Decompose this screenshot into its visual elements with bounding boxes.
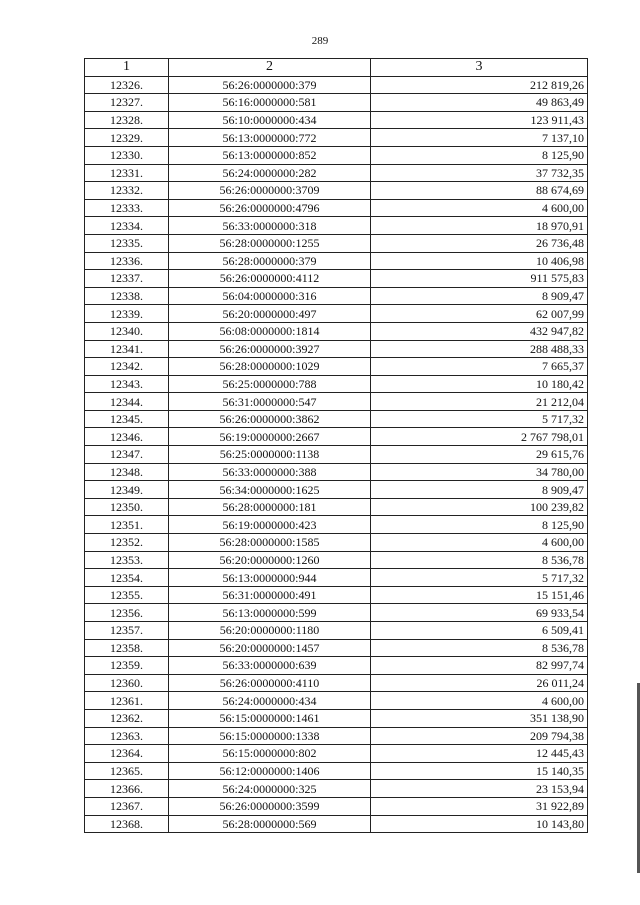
table-row xyxy=(85,252,588,270)
cadastral-number-cell: 56:28:0000000:1585 xyxy=(169,534,371,552)
cadastral-number-cell: 56:28:0000000:569 xyxy=(169,815,371,833)
cadastral-number-cell: 56:28:0000000:379 xyxy=(169,252,371,270)
cadastral-number-cell: 56:15:0000000:1338 xyxy=(169,727,371,745)
value-cell: 8 536,78 xyxy=(371,639,588,657)
value-cell: 6 509,41 xyxy=(371,622,588,640)
row-number-cell: 12330. xyxy=(85,146,169,164)
cadastral-number-cell: 56:26:0000000:3927 xyxy=(169,340,371,358)
table-row xyxy=(85,604,588,622)
table-row xyxy=(85,534,588,552)
value-cell: 23 153,94 xyxy=(371,780,588,798)
row-number-cell: 12365. xyxy=(85,762,169,780)
row-number-cell: 12368. xyxy=(85,815,169,833)
cadastral-number-cell: 56:13:0000000:852 xyxy=(169,146,371,164)
value-cell: 212 819,26 xyxy=(371,76,588,94)
value-cell: 12 445,43 xyxy=(371,745,588,763)
row-number-cell: 12353. xyxy=(85,551,169,569)
cadastral-number-cell: 56:15:0000000:802 xyxy=(169,745,371,763)
value-cell: 21 212,04 xyxy=(371,393,588,411)
table-row xyxy=(85,410,588,428)
cadastral-number-cell: 56:33:0000000:388 xyxy=(169,463,371,481)
table-row xyxy=(85,622,588,640)
table-row xyxy=(85,674,588,692)
value-cell: 82 997,74 xyxy=(371,657,588,675)
table-row xyxy=(85,217,588,235)
value-cell: 2 767 798,01 xyxy=(371,428,588,446)
table-row xyxy=(85,76,588,94)
row-number-cell: 12341. xyxy=(85,340,169,358)
value-cell: 5 717,32 xyxy=(371,410,588,428)
cadastral-number-cell: 56:26:0000000:4110 xyxy=(169,674,371,692)
value-cell: 26 011,24 xyxy=(371,674,588,692)
cadastral-number-cell: 56:19:0000000:2667 xyxy=(169,428,371,446)
table-row xyxy=(85,551,588,569)
cadastral-number-cell: 56:13:0000000:944 xyxy=(169,569,371,587)
row-number-cell: 12338. xyxy=(85,287,169,305)
value-cell: 7 137,10 xyxy=(371,129,588,147)
cadastral-number-cell: 56:31:0000000:547 xyxy=(169,393,371,411)
cadastral-number-cell: 56:33:0000000:318 xyxy=(169,217,371,235)
table-row xyxy=(85,498,588,516)
cadastral-number-cell: 56:26:0000000:3709 xyxy=(169,182,371,200)
cadastral-number-cell: 56:16:0000000:581 xyxy=(169,94,371,112)
row-number-cell: 12329. xyxy=(85,129,169,147)
cadastral-number-cell: 56:24:0000000:325 xyxy=(169,780,371,798)
row-number-cell: 12334. xyxy=(85,217,169,235)
value-cell: 34 780,00 xyxy=(371,463,588,481)
column-header-3: 3 xyxy=(371,59,588,77)
row-number-cell: 12367. xyxy=(85,797,169,815)
row-number-cell: 12366. xyxy=(85,780,169,798)
cadastral-number-cell: 56:25:0000000:788 xyxy=(169,375,371,393)
row-number-cell: 12343. xyxy=(85,375,169,393)
cadastral-number-cell: 56:26:0000000:4796 xyxy=(169,199,371,217)
table-row xyxy=(85,375,588,393)
table-row xyxy=(85,94,588,112)
table-row xyxy=(85,709,588,727)
value-cell: 10 143,80 xyxy=(371,815,588,833)
row-number-cell: 12340. xyxy=(85,322,169,340)
table-row xyxy=(85,393,588,411)
cadastral-number-cell: 56:26:0000000:4112 xyxy=(169,270,371,288)
row-number-cell: 12351. xyxy=(85,516,169,534)
cadastral-number-cell: 56:28:0000000:1255 xyxy=(169,234,371,252)
row-number-cell: 12342. xyxy=(85,358,169,376)
table-row xyxy=(85,692,588,710)
page-number: 289 xyxy=(311,35,329,47)
row-number-cell: 12358. xyxy=(85,639,169,657)
row-number-cell: 12331. xyxy=(85,164,169,182)
value-cell: 8 909,47 xyxy=(371,287,588,305)
table-row xyxy=(85,586,588,604)
row-number-cell: 12347. xyxy=(85,446,169,464)
value-cell: 18 970,91 xyxy=(371,217,588,235)
cadastral-number-cell: 56:26:0000000:379 xyxy=(169,76,371,94)
value-cell: 88 674,69 xyxy=(371,182,588,200)
cadastral-number-cell: 56:10:0000000:434 xyxy=(169,111,371,129)
cadastral-number-cell: 56:28:0000000:1029 xyxy=(169,358,371,376)
row-number-cell: 12349. xyxy=(85,481,169,499)
column-header-1: 1 xyxy=(85,59,169,77)
row-number-cell: 12326. xyxy=(85,76,169,94)
cadastral-number-cell: 56:26:0000000:3862 xyxy=(169,410,371,428)
table-row xyxy=(85,111,588,129)
row-number-cell: 12363. xyxy=(85,727,169,745)
value-cell: 911 575,83 xyxy=(371,270,588,288)
value-cell: 15 151,46 xyxy=(371,586,588,604)
cadastral-number-cell: 56:20:0000000:497 xyxy=(169,305,371,323)
row-number-cell: 12352. xyxy=(85,534,169,552)
table-row xyxy=(85,446,588,464)
value-cell: 10 180,42 xyxy=(371,375,588,393)
row-number-cell: 12355. xyxy=(85,586,169,604)
value-cell: 209 794,38 xyxy=(371,727,588,745)
cadastral-number-cell: 56:34:0000000:1625 xyxy=(169,481,371,499)
cadastral-number-cell: 56:19:0000000:423 xyxy=(169,516,371,534)
table-row xyxy=(85,516,588,534)
cadastral-number-cell: 56:15:0000000:1461 xyxy=(169,709,371,727)
row-number-cell: 12360. xyxy=(85,674,169,692)
row-number-cell: 12344. xyxy=(85,393,169,411)
table-body xyxy=(85,76,588,833)
row-number-cell: 12346. xyxy=(85,428,169,446)
value-cell: 4 600,00 xyxy=(371,199,588,217)
data-table xyxy=(84,58,588,833)
cadastral-number-cell: 56:04:0000000:316 xyxy=(169,287,371,305)
value-cell: 288 488,33 xyxy=(371,340,588,358)
value-cell: 49 863,49 xyxy=(371,94,588,112)
cadastral-number-cell: 56:31:0000000:491 xyxy=(169,586,371,604)
table-row xyxy=(85,762,588,780)
cadastral-number-cell: 56:24:0000000:434 xyxy=(169,692,371,710)
table-row xyxy=(85,322,588,340)
cadastral-number-cell: 56:20:0000000:1457 xyxy=(169,639,371,657)
value-cell: 4 600,00 xyxy=(371,692,588,710)
cadastral-number-cell: 56:28:0000000:181 xyxy=(169,498,371,516)
cadastral-number-cell: 56:13:0000000:772 xyxy=(169,129,371,147)
column-header-2: 2 xyxy=(169,59,371,77)
value-cell: 123 911,43 xyxy=(371,111,588,129)
value-cell: 26 736,48 xyxy=(371,234,588,252)
row-number-cell: 12333. xyxy=(85,199,169,217)
cadastral-number-cell: 56:20:0000000:1260 xyxy=(169,551,371,569)
table-row xyxy=(85,234,588,252)
table-row xyxy=(85,481,588,499)
table-row xyxy=(85,727,588,745)
cadastral-number-cell: 56:08:0000000:1814 xyxy=(169,322,371,340)
table-row xyxy=(85,358,588,376)
cadastral-number-cell: 56:12:0000000:1406 xyxy=(169,762,371,780)
cadastral-number-cell: 56:24:0000000:282 xyxy=(169,164,371,182)
row-number-cell: 12350. xyxy=(85,498,169,516)
table-row xyxy=(85,182,588,200)
row-number-cell: 12356. xyxy=(85,604,169,622)
value-cell: 31 922,89 xyxy=(371,797,588,815)
value-cell: 8 125,90 xyxy=(371,146,588,164)
value-cell: 100 239,82 xyxy=(371,498,588,516)
table-row xyxy=(85,639,588,657)
table-row xyxy=(85,780,588,798)
row-number-cell: 12337. xyxy=(85,270,169,288)
value-cell: 4 600,00 xyxy=(371,534,588,552)
table-row xyxy=(85,463,588,481)
table-row xyxy=(85,657,588,675)
table-row xyxy=(85,164,588,182)
value-cell: 29 615,76 xyxy=(371,446,588,464)
row-number-cell: 12328. xyxy=(85,111,169,129)
table-row xyxy=(85,305,588,323)
cadastral-number-cell: 56:13:0000000:599 xyxy=(169,604,371,622)
table-row xyxy=(85,569,588,587)
cadastral-number-cell: 56:33:0000000:639 xyxy=(169,657,371,675)
table-row xyxy=(85,797,588,815)
table-row xyxy=(85,287,588,305)
value-cell: 5 717,32 xyxy=(371,569,588,587)
row-number-cell: 12348. xyxy=(85,463,169,481)
value-cell: 8 909,47 xyxy=(371,481,588,499)
row-number-cell: 12335. xyxy=(85,234,169,252)
row-number-cell: 12359. xyxy=(85,657,169,675)
table-row xyxy=(85,146,588,164)
value-cell: 62 007,99 xyxy=(371,305,588,323)
cadastral-number-cell: 56:20:0000000:1180 xyxy=(169,622,371,640)
value-cell: 8 536,78 xyxy=(371,551,588,569)
table-row xyxy=(85,428,588,446)
value-cell: 37 732,35 xyxy=(371,164,588,182)
value-cell: 351 138,90 xyxy=(371,709,588,727)
table-row xyxy=(85,340,588,358)
value-cell: 8 125,90 xyxy=(371,516,588,534)
value-cell: 432 947,82 xyxy=(371,322,588,340)
row-number-cell: 12332. xyxy=(85,182,169,200)
row-number-cell: 12357. xyxy=(85,622,169,640)
row-number-cell: 12327. xyxy=(85,94,169,112)
header-row xyxy=(85,59,588,77)
row-number-cell: 12354. xyxy=(85,569,169,587)
cadastral-number-cell: 56:26:0000000:3599 xyxy=(169,797,371,815)
row-number-cell: 12345. xyxy=(85,410,169,428)
value-cell: 69 933,54 xyxy=(371,604,588,622)
table-row xyxy=(85,129,588,147)
row-number-cell: 12339. xyxy=(85,305,169,323)
value-cell: 15 140,35 xyxy=(371,762,588,780)
row-number-cell: 12336. xyxy=(85,252,169,270)
row-number-cell: 12361. xyxy=(85,692,169,710)
cadastral-number-cell: 56:25:0000000:1138 xyxy=(169,446,371,464)
table-row xyxy=(85,745,588,763)
value-cell: 7 665,37 xyxy=(371,358,588,376)
row-number-cell: 12362. xyxy=(85,709,169,727)
row-number-cell: 12364. xyxy=(85,745,169,763)
value-cell: 10 406,98 xyxy=(371,252,588,270)
table-row xyxy=(85,270,588,288)
table-row xyxy=(85,815,588,833)
table-row xyxy=(85,199,588,217)
table-header xyxy=(85,59,588,77)
